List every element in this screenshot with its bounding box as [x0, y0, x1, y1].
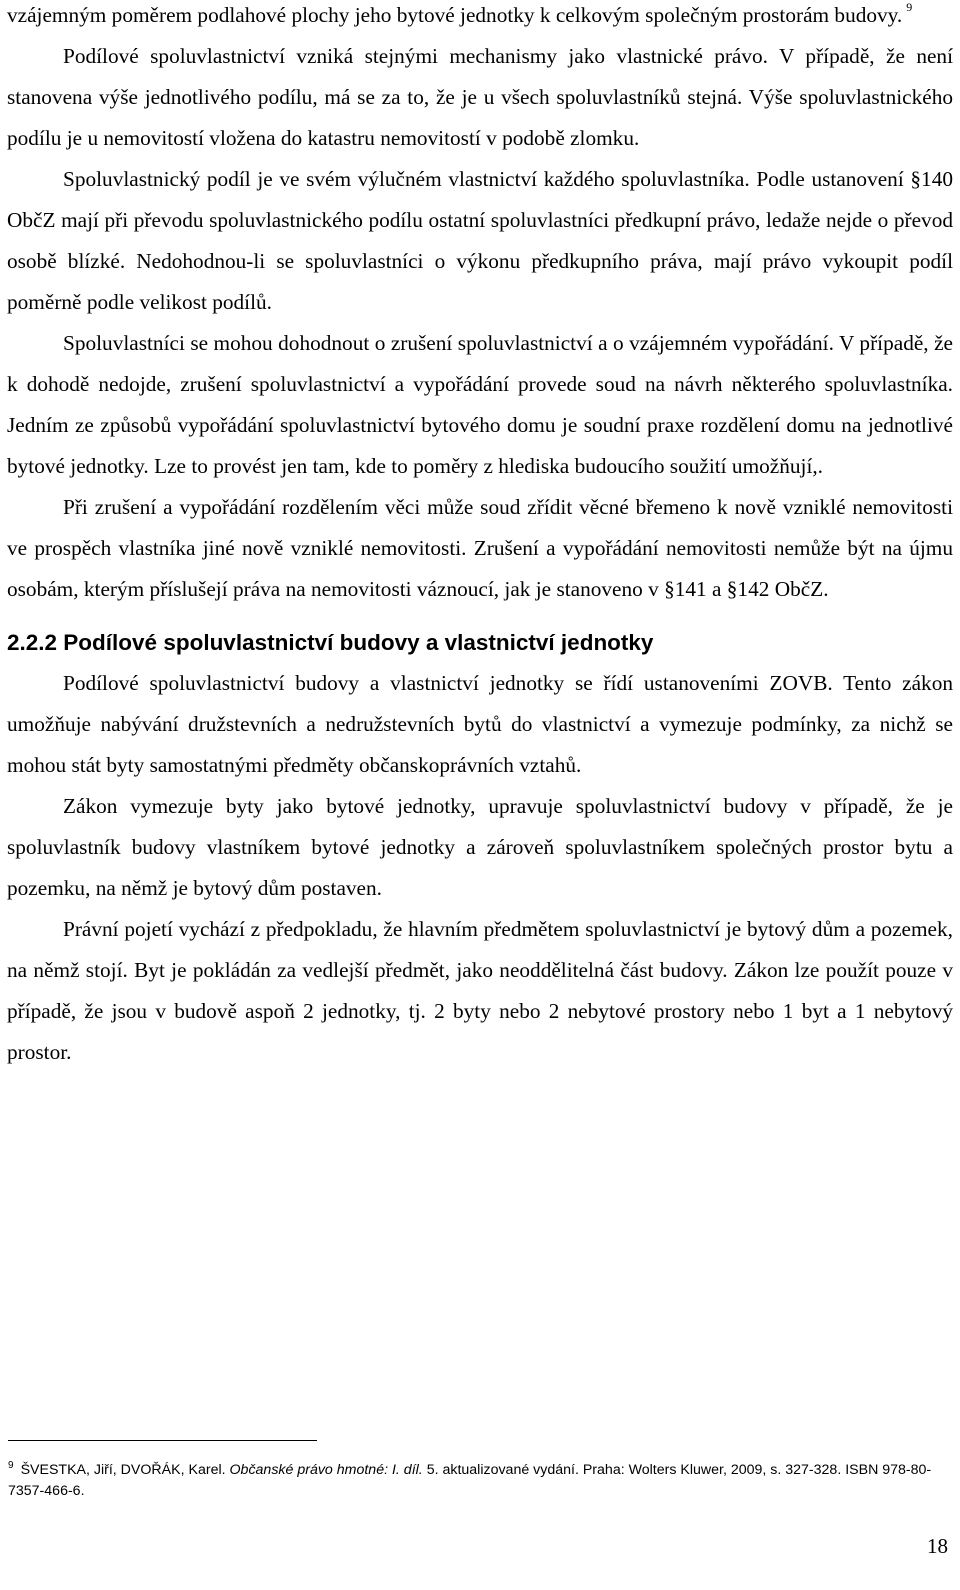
footnote-title: Občanské právo hmotné: I. díl. — [229, 1462, 423, 1478]
section-paragraph-3: Právní pojetí vychází z předpokladu, že hlavním předmětem spoluvlastnictví je bytový dům a pozemek, na němž stojí. Byt je pokládán za vedlejší předmět, jako neoddělitelná část budovy. Zákon lze použít pouze v případě, že jsou v budově aspoň 2 jednotky, tj. 2 byty nebo 2 nebytové prostory nebo 1 byt a 1 nebytový prostor. — [7, 917, 953, 1064]
paragraph-5: Při zrušení a vypořádání rozdělením věci může soud zřídit věcné břemeno k nově vzniklé nemovitosti ve prospěch vlastníka jiné nově vzniklé nemovitosti. Zrušení a vypořádání nemovitosti nemůže být na újmu osobám, kterým příslušejí práva na nemovitosti váznoucí, jak je stanoveno v §141 a §142 ObčZ. — [7, 495, 953, 601]
section-paragraph-1: Podílové spoluvlastnictví budovy a vlastnictví jednotky se řídí ustanoveními ZOVB. Tento zákon umožňuje nabývání družstevních a nedružstevních bytů do vlastnictví a vymezuje podmínky, za nichž se mohou stát byty samostatnými předměty občanskoprávních vztahů. — [7, 671, 953, 777]
paragraph-3: Spoluvlastnický podíl je ve svém výlučném vlastnictví každého spoluvlastníka. Podle ustanovení §140 ObčZ mají při převodu spoluvlastnického podílu ostatní spoluvlastníci předkupní právo, ledaže nejde o převod osobě blízké. Nedohodnou-li se spoluvlastníci o výkonu předkupního práva, mají právo vykoupit podíl poměrně podle velikost podílů. — [7, 167, 953, 314]
footnote — [8, 1455, 948, 1502]
footnote-publication: 5. aktualizované vydání. Praha: Wolters Kluwer, 2009, s. 327-328. ISBN 978-80-7357-466-6. — [8, 1462, 932, 1499]
page-number: 18 — [927, 1534, 948, 1558]
section-paragraph-2: Zákon vymezuje byty jako bytové jednotky, upravuje spoluvlastnictví budovy v případě, že je spoluvlastník budovy vlastníkem bytové jednotky a zároveň spoluvlastníkem společných prostor bytu a pozemku, na němž je bytový dům postaven. — [7, 794, 953, 900]
footnote-separator — [8, 1440, 317, 1441]
paragraph-2: Podílové spoluvlastnictví vzniká stejnými mechanismy jako vlastnické právo. V případě, že není stanovena výše jednotlivého podílu, má se za to, že je u všech spoluvlastníků stejná. Výše spoluvlastnického podílu je u nemovitostí vložena do katastru nemovitostí v podobě zlomku. — [7, 44, 953, 150]
footnote-reference[interactable]: 9 — [906, 0, 913, 14]
footnote-mark: 9 — [8, 1460, 14, 1471]
paragraph-1-text: vzájemným poměrem podlahové plochy jeho bytové jednotky k celkovým společným prostorám budovy. — [7, 3, 903, 27]
section-heading: 2.2.2 Podílové spoluvlastnictví budovy a vlastnictví jednotky — [7, 630, 654, 655]
body-text — [7, 0, 953, 1073]
paragraph-1 — [7, 0, 953, 36]
paragraph-4: Spoluvlastníci se mohou dohodnout o zrušení spoluvlastnictví a o vzájemném vypořádání. V případě, že k dohodě nedojde, zrušení spoluvlastnictví a vypořádání provede soud na návrh některého spoluvlastníka. Jedním ze způsobů vypořádání spoluvlastnictví bytového domu je soudní praxe rozdělení domu na jednotlivé bytové jednotky. Lze to provést jen tam, kde to poměry z hlediska budoucího soužití umožňují,. — [7, 331, 953, 478]
footnote-authors: ŠVESTKA, Jiří, DVOŘÁK, Karel. — [20, 1462, 226, 1478]
